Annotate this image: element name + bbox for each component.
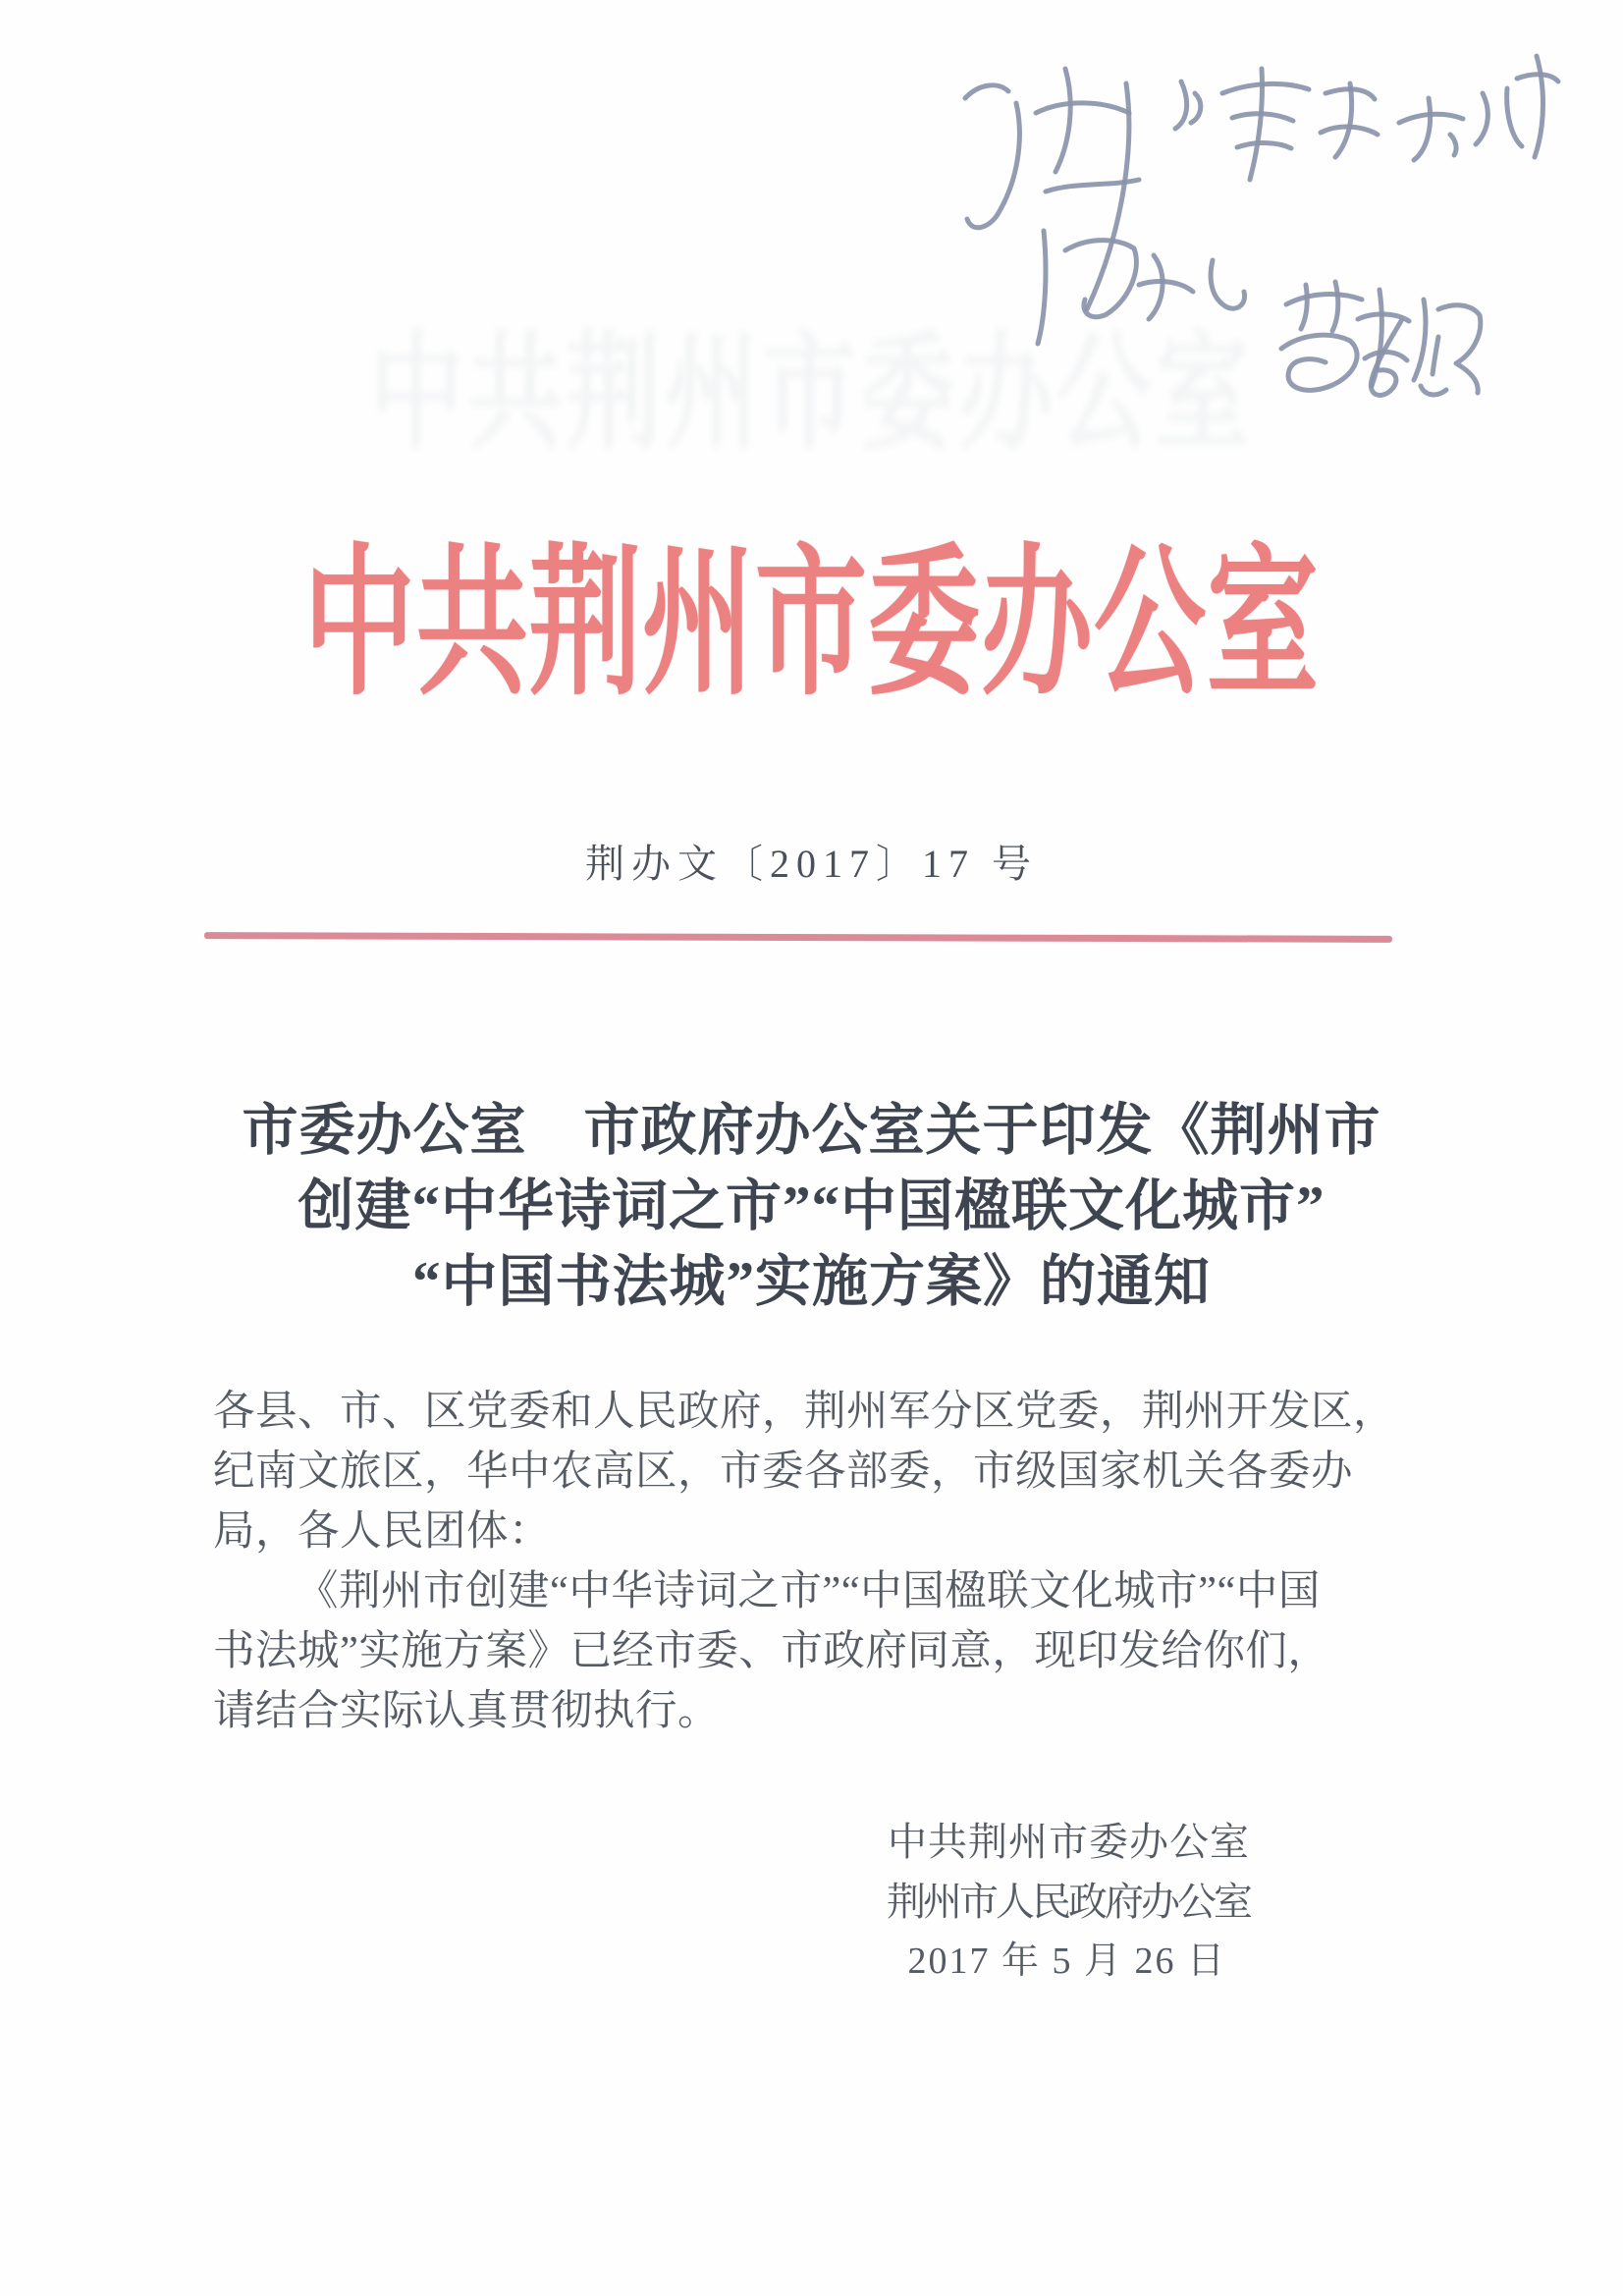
title-line-3: “中国书法城”实施方案》的通知 — [412, 1251, 1211, 1313]
signer-org-1: 中共荆州市委办公室 — [888, 1820, 1250, 1864]
body-line-4: 《荆州市创建“中华诗词之市”“中国楹联文化城市”“中国 — [297, 1568, 1321, 1614]
document-body — [213, 1382, 1413, 1741]
document-number: 荆办文〔2017〕17 号 — [585, 842, 1038, 886]
document-title — [0, 1093, 1623, 1320]
body-line-1: 各县、市、区党委和人民政府，荆州军分区党委，荆州开发区， — [213, 1389, 1396, 1435]
masthead-ghost-bleedthrough: 中共荆州市委办公室 — [369, 322, 1254, 465]
body-line-6: 请结合实际认真贯彻执行。 — [213, 1688, 721, 1734]
body-line-2: 纪南文旅区，华中农高区，市委各部委，市级国家机关各委办 — [213, 1449, 1354, 1495]
handwriting-mark — [1371, 321, 1446, 395]
title-line-1: 市委办公室 市政府办公室关于印发《荆州市 — [242, 1100, 1381, 1162]
body-line-5: 书法城”实施方案》已经市委、市政府同意，现印发给你们， — [213, 1628, 1330, 1674]
signature-block — [887, 1812, 1250, 1992]
masthead-title: 中共荆州市委办公室 — [302, 533, 1320, 715]
handwritten-annotation — [918, 25, 1596, 437]
handwriting-note-line-2 — [1038, 231, 1245, 344]
handwriting-signature — [1281, 282, 1481, 393]
signature-date: 2017 年 5 月 26 日 — [907, 1941, 1226, 1982]
title-line-2: 创建“中华诗词之市”“中国楹联文化城市” — [298, 1175, 1325, 1237]
handwriting-note-line-1 — [965, 56, 1558, 309]
red-divider-line — [204, 932, 1392, 943]
body-line-3: 局，各人民团体： — [213, 1508, 552, 1555]
signer-org-2: 荆州市人民政府办公室 — [887, 1880, 1250, 1924]
